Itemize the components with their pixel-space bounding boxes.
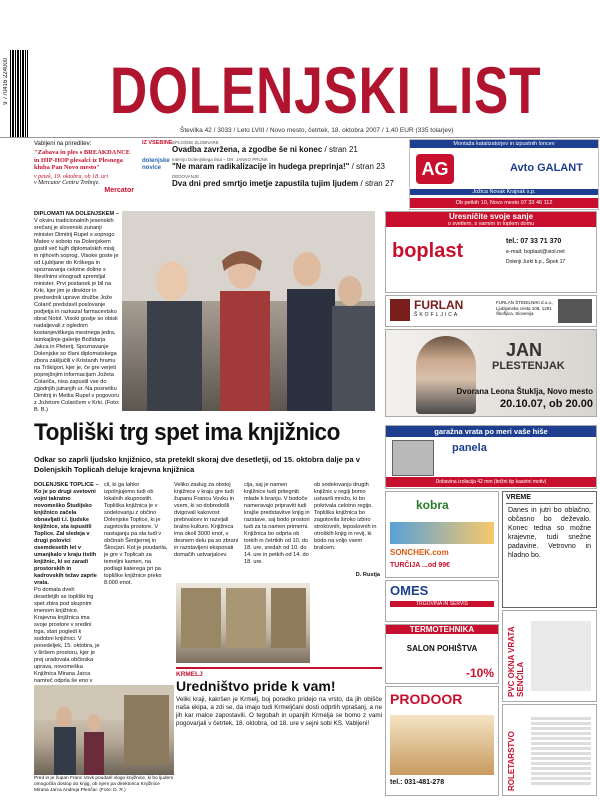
ad-prodoor[interactable] — [385, 686, 499, 796]
boplast-phone: tel.: 07 33 71 370 — [506, 238, 562, 245]
garage-door-image — [392, 440, 434, 476]
inside-box — [142, 140, 404, 206]
ad-concert[interactable] — [385, 329, 597, 417]
concert-venue: Dvorana Leona Štuklja, Novo mesto — [456, 387, 593, 396]
termotehnika-title: TERMOTEHNIKA — [386, 625, 498, 634]
barcode-number: 9 770416 224000 — [3, 58, 9, 105]
library-photo — [34, 685, 174, 775]
turcija-offer: TURČIJA ...od 99€ — [390, 562, 451, 569]
promo-intro: Vabljeni na prireditev: — [34, 141, 92, 147]
caption-left — [34, 211, 120, 411]
main-deck: Odkar so zaprli ljudsko knjižnico, sta preteklI skoraj dve desetletji, od 15. oktobra dalje pa v Dolenjskih Toplicah deluje krajevna knjižnica — [34, 455, 360, 474]
boplast-head: Uresničite svoje sanje — [386, 212, 596, 221]
roletarstvo-vertical: ROLETARSTVO — [507, 731, 516, 791]
boplast-sub: o svetlem, s varnim in toplem domu — [386, 221, 596, 227]
ad-avto-name: Jožica Novak Krajnak s.p. — [410, 189, 598, 195]
ad-pvc[interactable] — [502, 610, 597, 702]
promo-venue: v Mercator Centru Trebnje. — [34, 179, 100, 186]
main-headline: Topliški trg spet ima knjižnico — [34, 419, 340, 446]
furlan-addr: FURLAN ŠTEDILNIKI d.o.o., Ljubljanska cesta 108, 1291 Škofljica, Slovenija — [496, 300, 554, 316]
weather-box — [502, 491, 597, 608]
ad-garazna-vrata[interactable] — [385, 425, 597, 489]
furlan-logo — [390, 299, 410, 321]
concert-name: JAN — [506, 340, 543, 360]
boplast-addr: Dolenji Jurki b.p., Šipek 17 — [506, 259, 566, 265]
story-col-3: Veliko zaslug za obstoj knjižnice v kraju gre tudi županu Francu Vovku in vsem, ki so dobrodošli dvigovali kakovost prebivalcev in razvijali bralno kulturo. Knjižnica ima okoli 3000 enot, v desnem delu pa so zbrani in razstavljeni eksponati domačih ustvarjalcev. — [174, 482, 239, 558]
left-promo — [34, 141, 134, 206]
ad-termotehnika[interactable] — [385, 624, 499, 684]
inside-item[interactable]: DEDOVANJE Dva dni pred smrtjo imetje zapustila tujim ljudem / stran 27 — [172, 174, 394, 188]
inside-item[interactable]: Intervju Dolenjskega lista – DR. JANKO PRUNK "Ne maram radikalizacije in hudega preprinja!" / stran 23 — [172, 157, 386, 171]
photo-people-illustration — [122, 211, 375, 411]
library-shelves-illustration — [176, 583, 310, 663]
boplast-email: e-mail: boplast@siol.net — [506, 249, 565, 255]
prodoor-logo: PRODOOR — [390, 691, 463, 707]
ag-logo: AG — [416, 154, 454, 184]
concert-date: 20.10.07, ob 20.00 — [500, 398, 593, 410]
ad-avto-galant[interactable] — [409, 139, 599, 210]
weather-text: Danes in jutri bo oblačno, občasno bo deževalo. Konec tedna so možne krajevne, tudi snežne padavine. Vetrovno in hladno bo. — [508, 507, 591, 559]
kobra-logo: kobra — [416, 498, 449, 512]
story-col-1: DOLENJSKE TOPLICE – Ko je po drugi svetovni vojni takratno novomeško Študijsko knjižnico začela obnavljati t.i. ljudske knjižnice, sta ispustili Toplice. Zal sledeja v drugi polovici osemdesetih let v umanjkalo v kraju tistih knjižnic, ki so zaradi prostorskih in kadrovskih težav zaprle vrata. Po domala dveh desetletjih se topliški trg spet zbira pod skupnim imenom knjižnice. Krajevna knjižnica ima svoje prostore v sredini trga, stari pogledi k sodobni knjižnici. V ponedeljek, 15. oktobra, je v širšem prostoru, kjer je prej uradovala občinska uprava, novomeška Knjižnica Mirana Jarca namreč odprla še eno v — [34, 482, 100, 684]
krmelj-headline: Uredništvo pride k vam! — [176, 678, 336, 694]
story-col-2: cil, ki ga lahko izpolnjujemo tudi ob lokalnih skupnostih. Topliška knjižnica je v sodelovanju z občino Dolenjske Toplice, ki je zagotovila prostore. V nastajanju pa sta tudi v občinah Šentjernej in Škocjan. Kot je poudarila, je gre v Toplicah za temeljni kamen, na podlagi katerega pri pa topliške knjižnice preko 8.000 enot. — [104, 482, 168, 586]
concert-surname: PLESTENJAK — [492, 360, 565, 372]
salon-title: SALON POHIŠTVA — [406, 644, 478, 653]
masthead-title: DOLENJSKI LIST — [110, 53, 542, 127]
library-photo-illustration — [34, 685, 174, 775]
krmelj-box — [176, 667, 382, 797]
promo-details: v petek, 19. oktobra, ob 18. uri — [34, 173, 108, 180]
window-image — [531, 621, 591, 691]
promo-headline: "Zabava in ples s BREAKDANCE in HIP-HOP plesalci iz Plesnega kluba Pan Novo mesto" — [34, 149, 131, 171]
byline: D. Rustja — [355, 572, 380, 578]
garazna-head: garažna vrata po meri vaše hiše — [386, 426, 596, 437]
main-photo — [122, 211, 375, 411]
prodoor-tel: tel.: 031-481-278 — [390, 779, 445, 786]
omes-logo: OMES — [390, 583, 429, 598]
library-photo-2 — [176, 583, 310, 663]
story-col-4: cija, saj je namen knjižnice tudi pritegniti mlade k branju. V bodoče nameravajo pripraviti tudi krajše predstavitve knjig in razstave, saj bodo prostori tudi za ta namen primerni. Knjižnica bo odprta ob torkih in četrtkih od 10. do 18. ure, sredah od 10. do 14. ure in petkih od 14. do 18. ure. — [244, 482, 310, 565]
inside-label: IZ VSEBINE — [142, 140, 173, 146]
travel-image — [390, 522, 494, 544]
caption-head: DIPLOMATI NA DOLENJSKEM – — [34, 211, 119, 217]
inside-list — [172, 140, 404, 188]
furlan-sub: ŠKOFLJICA — [414, 312, 460, 318]
krmelj-kicker: KRMELJ — [176, 671, 203, 678]
stove-image — [558, 299, 592, 323]
ad-boplast[interactable] — [385, 211, 597, 293]
garazna-footer: Dobavina izolacija 42 mm (brižni tip kasetni motiv) — [386, 477, 596, 487]
weather-title: VREME — [506, 494, 531, 501]
discount: -10% — [465, 666, 494, 680]
ad-avto-brand: Avto GALANT — [510, 162, 583, 174]
issue-line: Številka 42 / 3033 / Leto LVIII / Novo mesto, četrtek, 18. oktobra 2007 / 1,40 EUR (335 tolarjev) — [180, 127, 454, 134]
story-col-5: ob sodelovanju drugih knjižnic v regiji bomo ustvarili mrežo, ki bo pokrivala celotno regijo. Topliška knjižnica bo zagotovila široko izbiro strokovnih, leposlovnih in otroških knjig in revij, ki bodo na voljo vsem bralcem. — [314, 482, 377, 551]
sonchek-logo: SONCHEK.com — [390, 548, 449, 557]
ad-kobra[interactable] — [385, 491, 499, 578]
inside-item[interactable]: SPLOŠNE ZLOBNARE Ovadba zavržena, a zgodbe še ni konec / stran 21 — [172, 140, 358, 154]
pvc-vertical-text: PVC OKNA VRATA SENČILA — [507, 626, 525, 697]
dolenjske-novice-logo: dolenjske novice — [142, 158, 170, 171]
krmelj-body: Veliki kraji, kakršen je Krmelj, boj poredko pridejo na vrsto, da jih obišče naša ekipa, a zdi se, da imajo tudi Krmeljčani dosti odprtih vprašanj, a ne jih kar malce zapostavili. O tegobah in upanjih Krmelja se bomo z vami pogovarjali v četrtek, 18. oktobra, od 18. ure v sejni sobi KS. Vabljeni! — [176, 696, 382, 727]
ad-furlan[interactable] — [385, 295, 597, 327]
garazna-brand: panela — [452, 442, 487, 454]
door-image — [390, 715, 494, 775]
mercator-logo: Mercator — [104, 186, 134, 194]
furlan-title: FURLAN — [414, 298, 464, 312]
ad-avto-top: Montaža katalizatorjev in izpustnih loncev — [410, 140, 598, 148]
blinds-image — [531, 715, 591, 785]
ad-roletarstvo[interactable] — [502, 704, 597, 796]
caption-body: V okviru tradicionalnih jesenskih srečanj je slovenski zunanji minister Dimitrij Rupel s soprogo Mateo v soboto na Dolenjskem gostil več tujih diplomatskih misij in njihovih soprog. Visoke goste je od Ljubljane do Krškega in spoznavanja celotne doline s številnimi vinogradi spremljal minister. Prvi postanek je bil na Krki, kjer jim je direktor in predsednik uprave družbe Jože Colarič predstavil poslovanje podjetja in razkazal farmacevtsko obrat Notol. Visoki gostje so obisk nadaljevali z ogledom kostanjeviškega mestnega jedra, tamkajšnje galerije Božidarja Jakca in Pleterij. Spoznavanje Dolenjske so člani diplomatskega zbora zaključili v Kristanih hramu na Trškigori, kjer je, če gre verjeti poprejšnjim informacijam Jožeta Colariča, nisa zapustil vse do zgodnjih jutranjih ur. Na posnetku Dimitrij in Metka Rupel v pogovoru z Jožetom Colaričem v Krki. (Foto: B. B.) — [34, 218, 120, 413]
divider — [0, 137, 600, 138]
ad-avto-hours: Ob petkih 10, Novo mesto 07 33 46 112 — [410, 198, 598, 208]
omes-sub: TRGOVINA IN SERVIS — [390, 601, 494, 607]
boplast-logo: boplast — [392, 240, 464, 262]
ad-omes[interactable] — [385, 580, 499, 622]
library-photo-caption: Pred in je župan Franc Vovk poudaril vlogo knjižnice, ki bo ljudem omogočila dostop do knjig, ob njem pa direktorica Knjižnice Mirana Jarca Andreja Plenčar. (Foto: D. R.) — [34, 776, 174, 793]
barcode — [10, 50, 28, 138]
